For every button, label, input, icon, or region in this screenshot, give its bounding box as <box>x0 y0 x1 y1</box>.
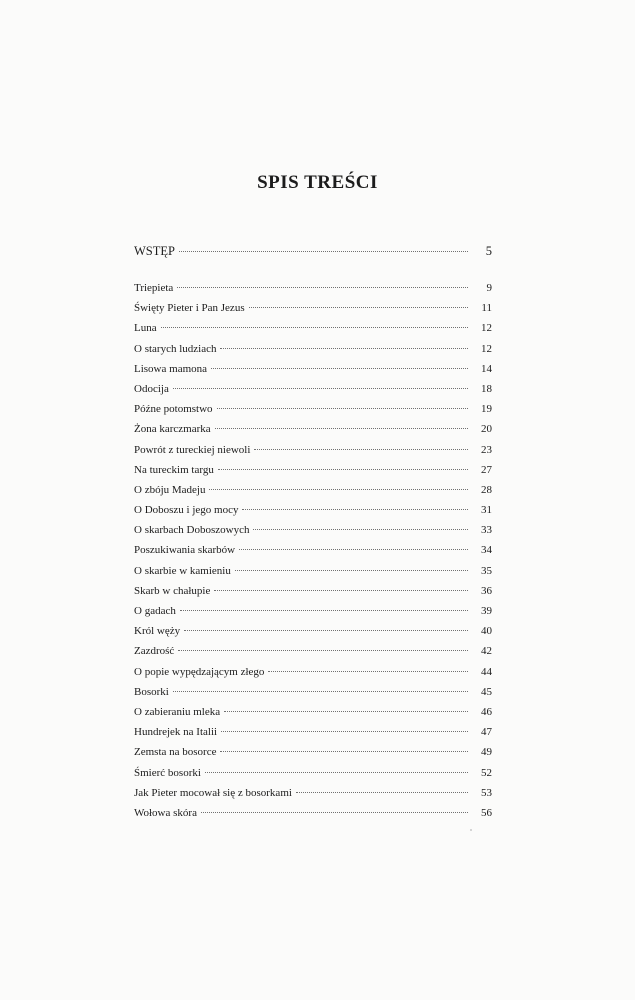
toc-entry <box>134 682 492 702</box>
toc-entry <box>134 722 492 742</box>
toc-entry-title: Luna <box>134 322 157 335</box>
toc-entry-title: Hundrejek na Italii <box>134 726 218 739</box>
toc-entry-page: 33 <box>481 524 492 537</box>
toc-list <box>134 278 492 823</box>
toc-entry-title: Jak Pieter mocował się z bosorkami <box>134 786 292 799</box>
toc-entry-page: 28 <box>481 483 492 496</box>
toc-entry-page: 47 <box>481 726 492 739</box>
toc-entry <box>134 278 492 298</box>
toc-entry <box>134 702 492 722</box>
toc-entry-page: 12 <box>481 342 492 355</box>
toc-entry-page: 40 <box>481 625 492 638</box>
toc-entry-page: 35 <box>481 564 492 577</box>
dot-leader <box>211 368 468 369</box>
toc-intro <box>134 241 492 261</box>
dot-leader <box>178 650 468 651</box>
toc-entry <box>134 460 492 480</box>
dot-leader <box>220 348 468 349</box>
toc-entry <box>134 500 492 520</box>
dot-leader <box>235 570 468 571</box>
toc-entry-page: 46 <box>481 705 492 718</box>
dot-leader <box>180 610 468 611</box>
dot-leader <box>224 711 468 712</box>
dot-leader <box>254 449 468 450</box>
toc-entry-title: Śmierć bosorki <box>134 766 201 779</box>
toc-entry <box>134 540 492 560</box>
dot-leader <box>177 287 468 288</box>
dot-leader <box>161 327 468 328</box>
toc-entry-page: 12 <box>481 322 492 335</box>
toc-entry-title: WSTĘP <box>134 244 175 258</box>
dot-leader <box>249 307 468 308</box>
dot-leader <box>296 792 468 793</box>
toc-entry-title: Bosorki <box>134 685 169 698</box>
dot-leader <box>268 671 468 672</box>
toc-entry <box>134 359 492 379</box>
toc-entry-title: Wołowa skóra <box>134 806 197 819</box>
toc-entry-title: Święty Pieter i Pan Jezus <box>134 302 245 315</box>
toc-entry-title: Triepieta <box>134 282 174 294</box>
dot-leader <box>215 428 468 429</box>
toc-entry-title: O popie wypędzającym złego <box>134 665 265 678</box>
toc-entry <box>134 601 492 621</box>
toc-entry-title: Na tureckim targu <box>134 463 214 476</box>
toc-entry-page: 23 <box>481 443 492 456</box>
toc-entry-title: Późne potomstwo <box>134 403 213 416</box>
dot-leader <box>205 772 468 773</box>
page-title: SPIS TREŚCI <box>257 172 378 193</box>
toc-entry-page: 5 <box>485 244 492 258</box>
toc-entry-intro <box>134 241 492 261</box>
toc-entry-title: O skarbach Doboszowych <box>134 524 250 537</box>
toc-entry-title: Lisowa mamona <box>134 362 208 375</box>
dot-leader <box>173 691 468 692</box>
toc-entry-page: 56 <box>481 806 492 819</box>
dot-leader <box>214 590 468 591</box>
paper-speck <box>470 829 472 831</box>
toc-entry-page: 9 <box>486 282 492 294</box>
dot-leader <box>179 251 468 252</box>
dot-leader <box>220 751 468 752</box>
toc-entry-title: O zbóju Madeju <box>134 483 206 496</box>
toc-entry <box>134 742 492 762</box>
dot-leader <box>242 509 468 510</box>
toc-entry-title: Żona karczmarka <box>134 423 211 436</box>
dot-leader <box>201 812 468 813</box>
toc-entry <box>134 379 492 399</box>
toc-entry <box>134 763 492 783</box>
dot-leader <box>239 549 468 550</box>
toc-entry <box>134 561 492 581</box>
toc-entry-page: 14 <box>481 362 492 375</box>
dot-leader <box>217 408 468 409</box>
toc-entry <box>134 318 492 338</box>
toc-entry-page: 42 <box>481 645 492 658</box>
dot-leader <box>173 388 468 389</box>
toc-entry-page: 36 <box>481 584 492 597</box>
toc-entry <box>134 803 492 823</box>
toc-entry <box>134 783 492 803</box>
toc-entry-page: 53 <box>481 786 492 799</box>
toc-entry-title: Król węży <box>134 625 181 638</box>
toc-entry-page: 45 <box>481 685 492 698</box>
toc-entry <box>134 520 492 540</box>
toc-entry-page: 44 <box>481 665 492 678</box>
toc-entry-title: Powrót z tureckiej niewoli <box>134 443 251 456</box>
dot-leader <box>218 469 468 470</box>
toc-entry-title: Poszukiwania skarbów <box>134 544 236 557</box>
toc-entry <box>134 399 492 419</box>
toc-entry-title: O zabieraniu mleka <box>134 705 221 718</box>
toc-entry <box>134 339 492 359</box>
toc-entry <box>134 621 492 641</box>
toc-entry-title: Zazdrość <box>134 645 175 658</box>
toc-entry-page: 31 <box>481 504 492 517</box>
toc-entry-page: 27 <box>481 463 492 476</box>
toc-entry <box>134 298 492 318</box>
toc-entry-title: Zemsta na bosorce <box>134 746 217 759</box>
toc-entry-title: Skarb w chałupie <box>134 584 211 597</box>
toc-entry-page: 18 <box>481 382 492 395</box>
toc-entry <box>134 581 492 601</box>
toc-entry <box>134 641 492 661</box>
toc-entry-page: 49 <box>481 746 492 759</box>
dot-leader <box>221 731 468 732</box>
toc-entry-title: O Doboszu i jego mocy <box>134 504 239 517</box>
toc-entry-page: 52 <box>481 766 492 779</box>
toc-entry-page: 20 <box>481 423 492 436</box>
dot-leader <box>253 529 468 530</box>
toc-entry <box>134 480 492 500</box>
toc-entry <box>134 440 492 460</box>
toc-entry-title: O gadach <box>134 605 176 617</box>
toc-entry-title: O starych ludziach <box>134 342 217 355</box>
toc-entry <box>134 662 492 682</box>
toc-entry <box>134 419 492 439</box>
toc-entry-page: 39 <box>481 605 492 617</box>
toc-entry-title: Odocija <box>134 382 169 395</box>
toc-entry-page: 11 <box>481 302 492 315</box>
dot-leader <box>184 630 468 631</box>
dot-leader <box>209 489 468 490</box>
toc-entry-page: 19 <box>481 403 492 416</box>
toc-entry-page: 34 <box>481 544 492 557</box>
toc-entry-title: O skarbie w kamieniu <box>134 564 231 577</box>
